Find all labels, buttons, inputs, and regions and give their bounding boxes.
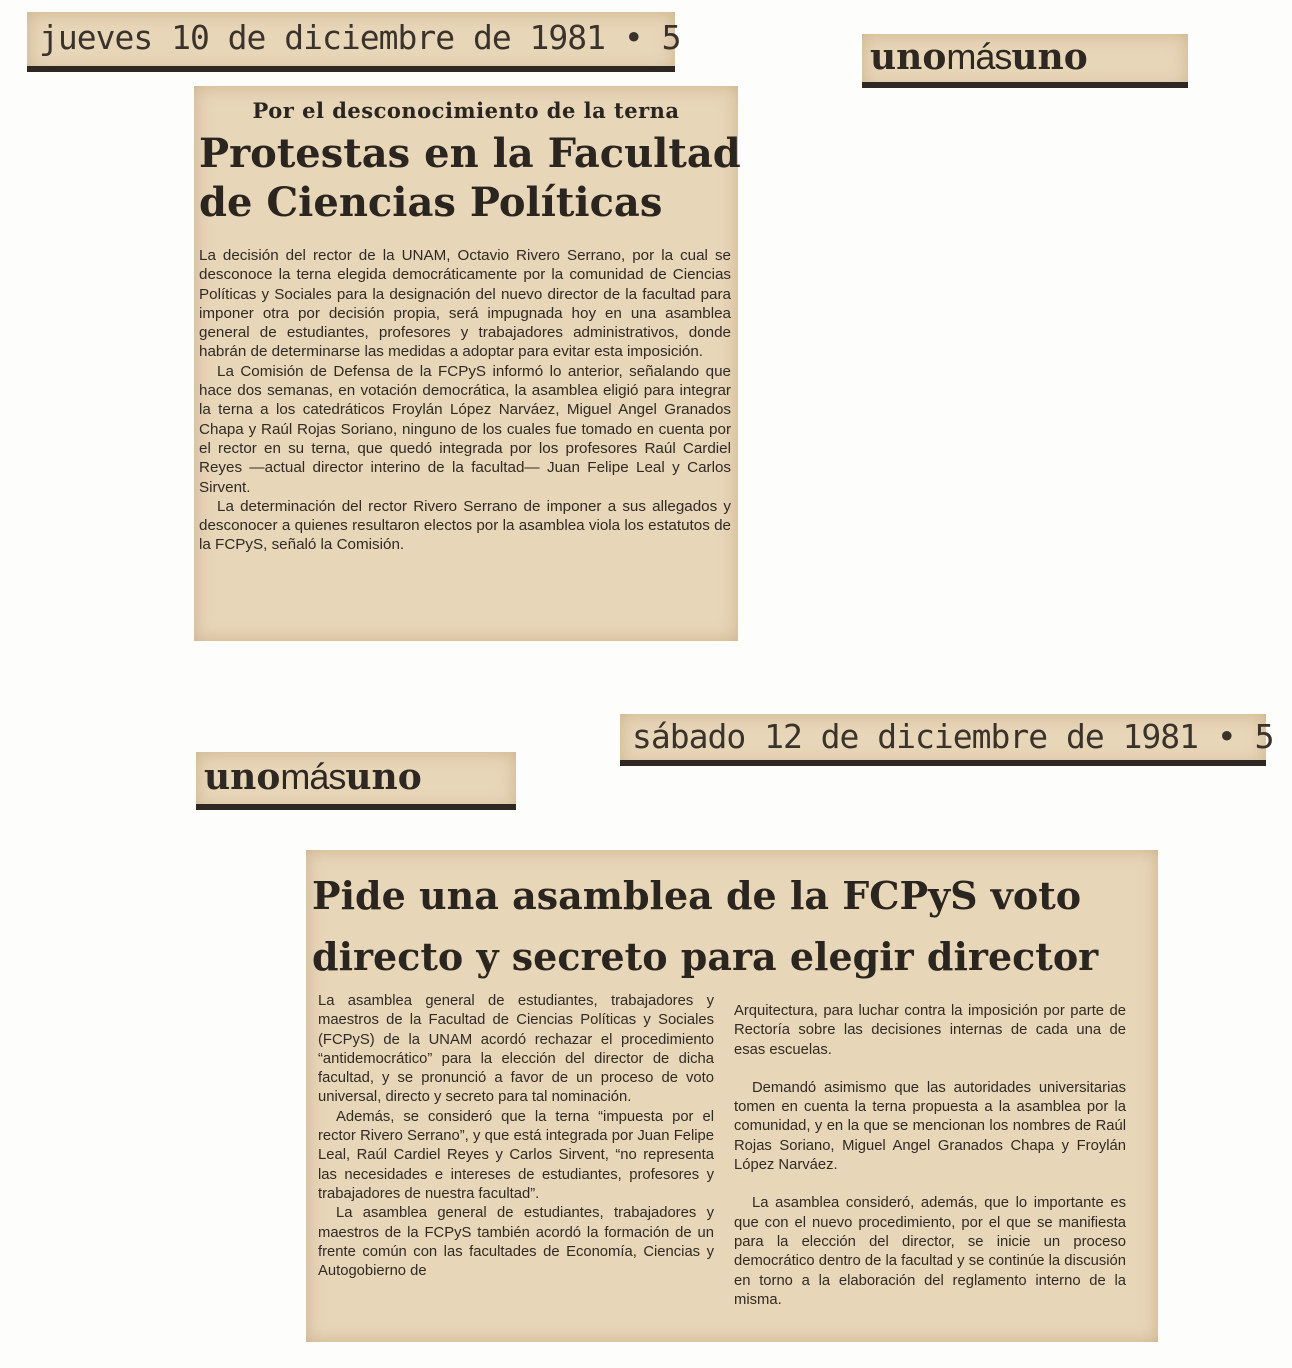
article-2-paragraph: Además, se consideró que la terna “impuesta por el rector Rivero Serrano”, y que está integrada por Juan Felipe Leal, Raúl Cardiel Reyes y Carlos Sirvent, “no representa las necesidades e intereses de estudiantes, profesores y trabajadores de nuestra facultad”. (318, 1108, 714, 1202)
dateline-rule-2 (620, 760, 1266, 766)
article-2-left-column (318, 992, 714, 1281)
article-2-paragraph: La asamblea consideró, además, que lo importante es que con el nuevo procedimiento, por el que se manifiesta para la elección del director, se inicie un proceso democrático dentro de la facultad y se continúe la discusión en torno a la elaboración del reglamento interno de la misma. (734, 1195, 1126, 1308)
dateline-text-1: jueves 10 de diciembre de 1981 • 5 (39, 18, 681, 57)
article-clipping-1 (194, 86, 741, 641)
dateline-rule-1 (27, 66, 675, 72)
article-1-body (199, 246, 731, 555)
article-2-paragraph: La asamblea general de estudiantes, trabajadores y maestros de la Facultad de Ciencias Políticas y Sociales (FCPyS) de la UNAM acordó rechazar el procedimiento “antidemocrático” para la elección del director de dicha facultad, y se pronunció a favor de un proceso de voto universal, directo y secreto para tal nominación. (318, 993, 714, 1106)
masthead-logo-2: unomásuno (204, 756, 422, 798)
article-1-paragraph: La determinación del rector Rivero Serrano de imponer a sus allegados y desconocer a quienes resultaron electos por la asamblea viola los estatutos de la FCPyS, señaló la Comisión. (199, 497, 731, 554)
article-1-kicker: Por el desconocimiento de la terna (252, 98, 680, 123)
dateline-strip-2 (620, 714, 1274, 766)
dateline-strip-1 (27, 12, 681, 72)
masthead-rule-1 (862, 82, 1188, 88)
masthead-rule-2 (196, 804, 516, 810)
article-2-paragraph: Arquitectura, para luchar contra la imposición por parte de Rectoría sobre las decisiones internas de cada una de esas escuelas. (734, 1003, 1126, 1058)
article-2-paragraph: Demandó asimismo que las autoridades universitarias tomen en cuenta la terna propuesta a la asamblea por la comunidad, y en la que se mencionan los nombres de Raúl Rojas Soriano, Miguel Angel Granados Chapa y Froylán López Narváez. (734, 1079, 1126, 1174)
article-1-paragraph: La decisión del rector de la UNAM, Octavio Rivero Serrano, por la cual se desconoce la terna elegida democráticamente por la comunidad de Ciencias Políticas y Sociales para la designación del nuevo director de la facultad para imponer otra por decisión propia, será impugnada hoy en una asamblea general de estudiantes, profesores y trabajadores administrativos, donde habrán de determinarse las medidas a adoptar para evitar esta imposición. (199, 247, 731, 361)
masthead-logo-1: unomásuno (870, 36, 1088, 78)
article-2-headline: Pide una asamblea de la FCPyS voto directo y secreto para elegir director (312, 873, 1099, 979)
article-2-paragraph: La asamblea general de estudiantes, trabajadores y maestros de la FCPyS también acordó la formación de un frente común con las facultades de Economía, Ciencias y Autogobierno de (318, 1205, 714, 1280)
masthead-strip-2 (196, 752, 516, 810)
article-1-paragraph: La Comisión de Defensa de la FCPyS informó lo anterior, señalando que hace dos semanas, en votación democrática, la asamblea eligió para integrar la terna a los catedráticos Froylán López Narváez, Miguel Angel Granados Chapa y Raúl Rojas Soriano, ninguno de los cuales fue tomado en cuenta por el rector en su terna, que quedó integrada por los profesores Raúl Cardiel Reyes —actual director interino de la facultad— Juan Felipe Leal y Carlos Sirvent. (199, 362, 731, 496)
masthead-strip-1 (862, 34, 1188, 88)
dateline-text-2: sábado 12 de diciembre de 1981 • 5 (632, 717, 1274, 756)
article-2-right-column (734, 1002, 1126, 1310)
article-1-headline: Protestas en la Facultad de Ciencias Políticas (199, 130, 741, 226)
article-clipping-2 (306, 850, 1158, 1342)
